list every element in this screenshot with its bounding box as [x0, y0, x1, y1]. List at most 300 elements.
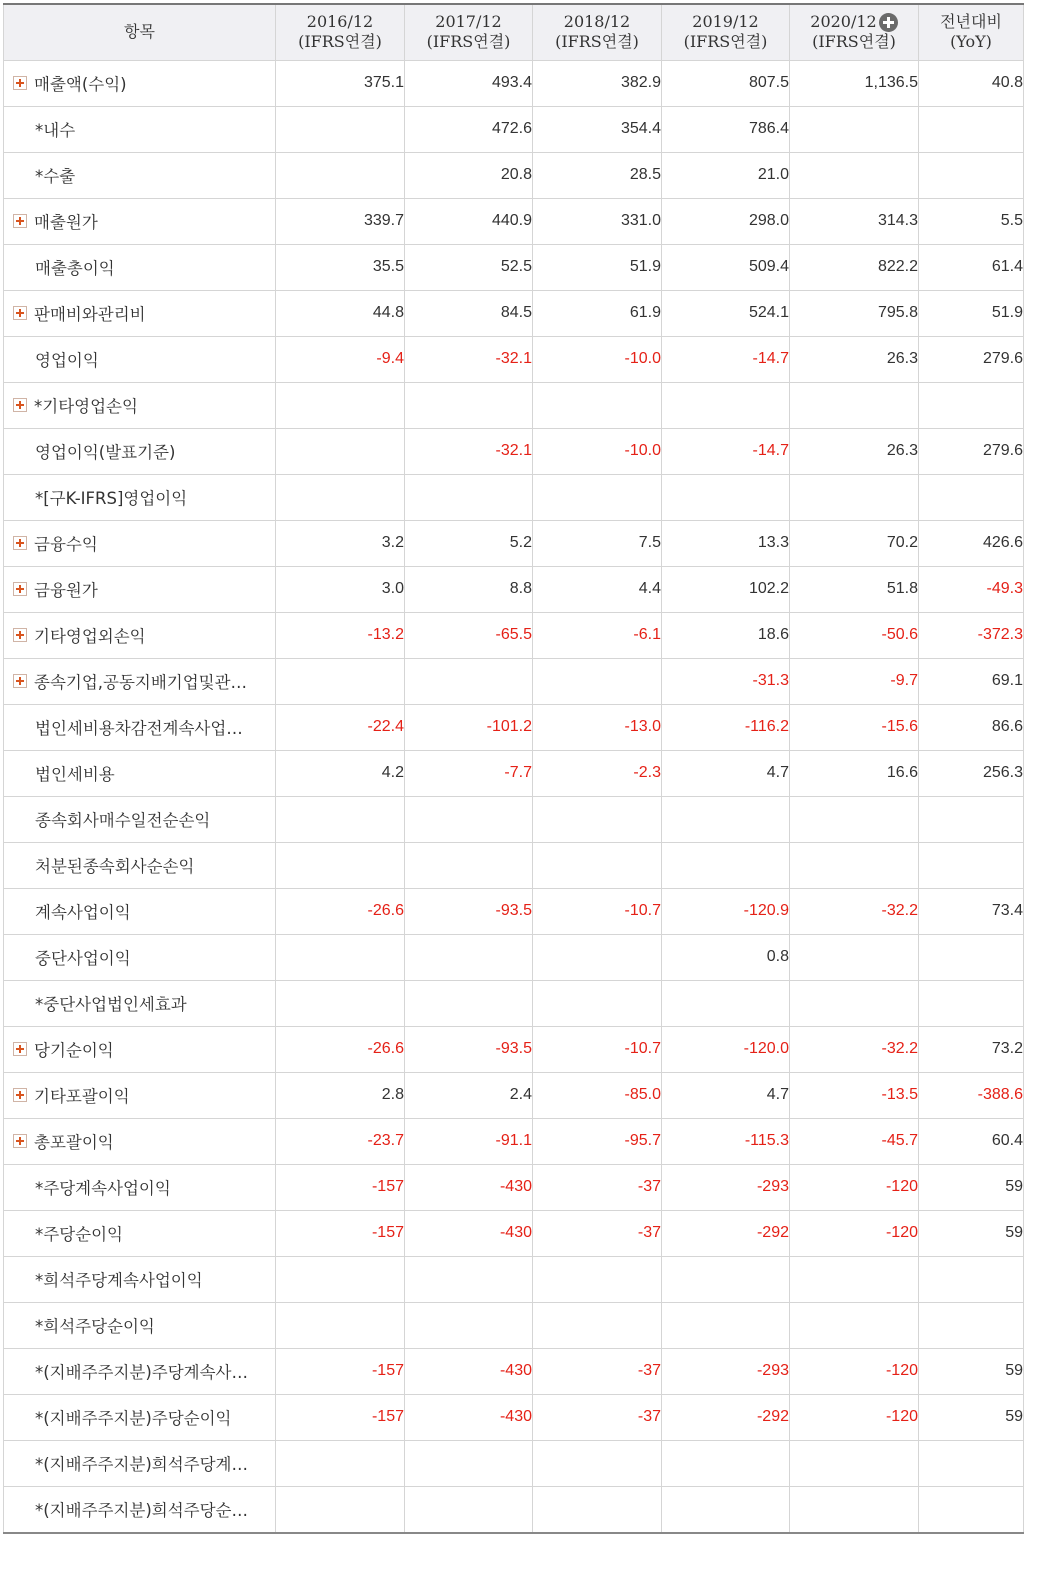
row-label: 매출원가: [34, 213, 98, 232]
value-cell: -14.7: [662, 336, 790, 382]
value-cell: -10.0: [533, 428, 662, 474]
row-label-cell[interactable]: [4, 1026, 276, 1072]
value-cell: 84.5: [405, 290, 533, 336]
value-cell: 807.5: [662, 60, 790, 106]
row-label-cell[interactable]: [4, 1072, 276, 1118]
row-label: 금융수익: [34, 535, 98, 554]
value-cell: [533, 1440, 662, 1486]
row-label: 기타포괄이익: [34, 1087, 130, 1106]
header-yoy-sub: (YoY): [950, 32, 992, 52]
value-cell: [533, 934, 662, 980]
expand-plus-icon[interactable]: [13, 1134, 27, 1148]
row-label-cell[interactable]: [4, 566, 276, 612]
value-cell: [405, 1486, 533, 1533]
value-cell: [790, 152, 919, 198]
table-row: [4, 1118, 1024, 1164]
value-cell: [533, 796, 662, 842]
table-row: [4, 244, 1024, 290]
value-cell: -292: [662, 1394, 790, 1440]
table-row: [4, 290, 1024, 336]
table-row: [4, 888, 1024, 934]
value-cell: -10.7: [533, 1026, 662, 1072]
value-cell: -120: [790, 1348, 919, 1394]
expand-plus-icon[interactable]: [13, 398, 27, 412]
row-label: 매출총이익: [35, 259, 115, 278]
row-label-cell[interactable]: [4, 520, 276, 566]
header-basis: (IFRS연결): [555, 32, 639, 52]
value-cell: 279.6: [919, 428, 1024, 474]
row-label: 매출액(수익): [34, 75, 127, 94]
expand-columns-icon[interactable]: [879, 13, 898, 32]
value-cell: -37: [533, 1210, 662, 1256]
row-label-cell: [4, 1256, 276, 1302]
value-cell: 69.1: [919, 658, 1024, 704]
value-cell: 354.4: [533, 106, 662, 152]
row-label-cell: [4, 152, 276, 198]
value-cell: [405, 934, 533, 980]
value-cell: [533, 382, 662, 428]
expand-plus-icon[interactable]: [13, 306, 27, 320]
value-cell: [662, 796, 790, 842]
value-cell: [276, 152, 405, 198]
value-cell: [790, 1302, 919, 1348]
header-basis: (IFRS연결): [683, 32, 768, 52]
value-cell: -7.7: [405, 750, 533, 796]
value-cell: 493.4: [405, 60, 533, 106]
value-cell: [533, 980, 662, 1026]
row-label-cell: [4, 934, 276, 980]
value-cell: -22.4: [276, 704, 405, 750]
value-cell: -120: [790, 1210, 919, 1256]
value-cell: 26.3: [790, 336, 919, 382]
row-label: 총포괄이익: [34, 1133, 114, 1152]
value-cell: 256.3: [919, 750, 1024, 796]
value-cell: 331.0: [533, 198, 662, 244]
value-cell: 509.4: [662, 244, 790, 290]
row-label-cell: [4, 750, 276, 796]
value-cell: 59: [919, 1348, 1024, 1394]
value-cell: 8.8: [405, 566, 533, 612]
row-label: 계속사업이익: [35, 903, 131, 922]
row-label-cell: [4, 1394, 276, 1440]
row-label-cell: [4, 1486, 276, 1533]
header-row: [4, 4, 1024, 60]
row-label-cell[interactable]: [4, 1118, 276, 1164]
value-cell: 1,136.5: [790, 60, 919, 106]
value-cell: [919, 474, 1024, 520]
table-row: [4, 382, 1024, 428]
value-cell: -293: [662, 1348, 790, 1394]
value-cell: [790, 1486, 919, 1533]
row-label: *주당순이익: [35, 1225, 123, 1244]
value-cell: [790, 474, 919, 520]
value-cell: 4.7: [662, 750, 790, 796]
financial-table: [3, 3, 1024, 1534]
row-label: 판매비와관리비: [34, 305, 146, 324]
value-cell: -430: [405, 1210, 533, 1256]
value-cell: [276, 428, 405, 474]
expand-plus-icon[interactable]: [13, 674, 27, 688]
table-row: [4, 336, 1024, 382]
value-cell: [919, 1256, 1024, 1302]
value-cell: 28.5: [533, 152, 662, 198]
table-row: [4, 1348, 1024, 1394]
row-label-cell[interactable]: [4, 290, 276, 336]
row-label: 중단사업이익: [35, 949, 131, 968]
table-row: [4, 152, 1024, 198]
value-cell: 2.8: [276, 1072, 405, 1118]
value-cell: [790, 382, 919, 428]
value-cell: [919, 1302, 1024, 1348]
value-cell: 60.4: [919, 1118, 1024, 1164]
row-label: *수출: [35, 167, 76, 186]
row-label-cell: [4, 704, 276, 750]
table-row: [4, 520, 1024, 566]
table-body: [4, 60, 1024, 1533]
table-row: [4, 1210, 1024, 1256]
row-label: 처분된종속회사순손익: [35, 857, 195, 876]
value-cell: 298.0: [662, 198, 790, 244]
value-cell: 822.2: [790, 244, 919, 290]
header-col-2016: [276, 4, 405, 60]
value-cell: -430: [405, 1394, 533, 1440]
value-cell: 4.4: [533, 566, 662, 612]
value-cell: [405, 1256, 533, 1302]
value-cell: 3.2: [276, 520, 405, 566]
value-cell: [919, 1440, 1024, 1486]
header-yoy: [919, 4, 1024, 60]
value-cell: -15.6: [790, 704, 919, 750]
value-cell: 16.6: [790, 750, 919, 796]
value-cell: [662, 474, 790, 520]
value-cell: [662, 842, 790, 888]
table-row: [4, 1440, 1024, 1486]
row-label: 법인세비용: [35, 765, 115, 784]
value-cell: -26.6: [276, 888, 405, 934]
row-label: 종속기업,공동지배기업및관…: [34, 673, 248, 692]
value-cell: -32.2: [790, 1026, 919, 1072]
value-cell: 472.6: [405, 106, 533, 152]
value-cell: 59: [919, 1394, 1024, 1440]
row-label: *(지배주주지분)희석주당계…: [35, 1455, 248, 1474]
value-cell: 51.8: [790, 566, 919, 612]
header-item: 항목: [4, 4, 276, 60]
value-cell: -120: [790, 1394, 919, 1440]
table-row: [4, 106, 1024, 152]
value-cell: -292: [662, 1210, 790, 1256]
header-basis: (IFRS연결): [298, 32, 382, 52]
value-cell: [276, 1486, 405, 1533]
value-cell: -10.7: [533, 888, 662, 934]
value-cell: [919, 152, 1024, 198]
value-cell: [405, 980, 533, 1026]
table-row: [4, 842, 1024, 888]
row-label-cell: [4, 980, 276, 1026]
value-cell: 440.9: [405, 198, 533, 244]
value-cell: -13.5: [790, 1072, 919, 1118]
row-label-cell: [4, 106, 276, 152]
value-cell: 102.2: [662, 566, 790, 612]
value-cell: [790, 934, 919, 980]
row-label-cell: [4, 1164, 276, 1210]
table-row: [4, 60, 1024, 106]
expand-plus-icon[interactable]: [13, 1088, 27, 1102]
header-period: 2019/12: [692, 12, 759, 32]
value-cell: -31.3: [662, 658, 790, 704]
table-row: [4, 566, 1024, 612]
row-label: 종속회사매수일전순손익: [35, 811, 211, 830]
value-cell: 3.0: [276, 566, 405, 612]
row-label: *기타영업손익: [34, 397, 138, 416]
row-label-cell: [4, 428, 276, 474]
value-cell: -120: [790, 1164, 919, 1210]
value-cell: 51.9: [919, 290, 1024, 336]
value-cell: -32.2: [790, 888, 919, 934]
value-cell: -388.6: [919, 1072, 1024, 1118]
value-cell: -93.5: [405, 888, 533, 934]
table-row: [4, 658, 1024, 704]
row-label-cell[interactable]: [4, 60, 276, 106]
value-cell: -93.5: [405, 1026, 533, 1072]
header-col-2017: [405, 4, 533, 60]
value-cell: [533, 1302, 662, 1348]
value-cell: -157: [276, 1394, 405, 1440]
row-label: 당기순이익: [34, 1041, 114, 1060]
table-row: [4, 796, 1024, 842]
value-cell: -13.0: [533, 704, 662, 750]
value-cell: [790, 796, 919, 842]
value-cell: -115.3: [662, 1118, 790, 1164]
row-label: *[구K-IFRS]영업이익: [35, 489, 188, 508]
value-cell: -37: [533, 1348, 662, 1394]
value-cell: -91.1: [405, 1118, 533, 1164]
value-cell: -26.6: [276, 1026, 405, 1072]
row-label-cell[interactable]: [4, 198, 276, 244]
row-label: *내수: [35, 121, 76, 140]
value-cell: -65.5: [405, 612, 533, 658]
expand-plus-icon[interactable]: [13, 1042, 27, 1056]
row-label-cell: [4, 336, 276, 382]
table-row: [4, 750, 1024, 796]
value-cell: [533, 474, 662, 520]
value-cell: -32.1: [405, 428, 533, 474]
value-cell: -157: [276, 1210, 405, 1256]
row-label: *중단사업법인세효과: [35, 995, 187, 1014]
value-cell: -430: [405, 1164, 533, 1210]
table-row: [4, 1072, 1024, 1118]
value-cell: 40.8: [919, 60, 1024, 106]
value-cell: [662, 1256, 790, 1302]
table-row: [4, 474, 1024, 520]
header-col-2019: [662, 4, 790, 60]
value-cell: 786.4: [662, 106, 790, 152]
value-cell: 73.4: [919, 888, 1024, 934]
value-cell: 339.7: [276, 198, 405, 244]
value-cell: [919, 796, 1024, 842]
value-cell: -101.2: [405, 704, 533, 750]
value-cell: 70.2: [790, 520, 919, 566]
row-label: *(지배주주지분)희석주당순…: [35, 1501, 248, 1521]
value-cell: 4.2: [276, 750, 405, 796]
row-label-cell[interactable]: [4, 658, 276, 704]
value-cell: [276, 1256, 405, 1302]
row-label-cell: [4, 474, 276, 520]
value-cell: 35.5: [276, 244, 405, 290]
value-cell: -14.7: [662, 428, 790, 474]
value-cell: 0.8: [662, 934, 790, 980]
value-cell: [405, 796, 533, 842]
row-label-cell: [4, 1348, 276, 1394]
value-cell: 795.8: [790, 290, 919, 336]
value-cell: [276, 796, 405, 842]
value-cell: -9.7: [790, 658, 919, 704]
row-label-cell[interactable]: [4, 612, 276, 658]
row-label: 금융원가: [34, 581, 98, 600]
value-cell: [790, 1440, 919, 1486]
table-row: [4, 428, 1024, 474]
value-cell: 18.6: [662, 612, 790, 658]
value-cell: -50.6: [790, 612, 919, 658]
value-cell: [919, 106, 1024, 152]
value-cell: 61.9: [533, 290, 662, 336]
value-cell: 86.6: [919, 704, 1024, 750]
value-cell: [405, 474, 533, 520]
value-cell: [276, 980, 405, 1026]
value-cell: -116.2: [662, 704, 790, 750]
value-cell: 21.0: [662, 152, 790, 198]
value-cell: 5.5: [919, 198, 1024, 244]
row-label-cell: [4, 1210, 276, 1256]
value-cell: 524.1: [662, 290, 790, 336]
value-cell: -32.1: [405, 336, 533, 382]
header-col-2020: [790, 4, 919, 60]
value-cell: [919, 1486, 1024, 1533]
value-cell: -157: [276, 1348, 405, 1394]
value-cell: -45.7: [790, 1118, 919, 1164]
value-cell: -9.4: [276, 336, 405, 382]
value-cell: -430: [405, 1348, 533, 1394]
row-label: *희석주당순이익: [35, 1317, 155, 1336]
value-cell: -372.3: [919, 612, 1024, 658]
value-cell: [276, 658, 405, 704]
value-cell: [919, 842, 1024, 888]
table-row: [4, 1394, 1024, 1440]
value-cell: [790, 1256, 919, 1302]
value-cell: [919, 382, 1024, 428]
value-cell: [662, 1440, 790, 1486]
value-cell: 59: [919, 1210, 1024, 1256]
value-cell: 51.9: [533, 244, 662, 290]
value-cell: 13.3: [662, 520, 790, 566]
value-cell: [405, 658, 533, 704]
header-basis: (IFRS연결): [812, 32, 896, 52]
value-cell: -23.7: [276, 1118, 405, 1164]
value-cell: [790, 842, 919, 888]
row-label: 법인세비용차감전계속사업…: [35, 719, 243, 738]
value-cell: [919, 980, 1024, 1026]
value-cell: -120.0: [662, 1026, 790, 1072]
row-label: 영업이익(발표기준): [35, 443, 176, 462]
table-row: [4, 612, 1024, 658]
expand-plus-icon[interactable]: [13, 582, 27, 596]
value-cell: [790, 980, 919, 1026]
value-cell: -6.1: [533, 612, 662, 658]
value-cell: -37: [533, 1394, 662, 1440]
header-period: 2018/12: [563, 12, 631, 32]
value-cell: -10.0: [533, 336, 662, 382]
value-cell: [919, 934, 1024, 980]
value-cell: [276, 1440, 405, 1486]
row-label-cell: [4, 842, 276, 888]
expand-plus-icon[interactable]: [13, 628, 27, 642]
value-cell: 52.5: [405, 244, 533, 290]
row-label-cell: [4, 888, 276, 934]
value-cell: 26.3: [790, 428, 919, 474]
row-label-cell: [4, 1440, 276, 1486]
value-cell: 314.3: [790, 198, 919, 244]
row-label: 영업이익: [35, 351, 99, 370]
value-cell: 44.8: [276, 290, 405, 336]
expand-plus-icon[interactable]: [13, 214, 27, 228]
row-label-cell: [4, 1302, 276, 1348]
value-cell: -49.3: [919, 566, 1024, 612]
value-cell: 73.2: [919, 1026, 1024, 1072]
value-cell: [276, 842, 405, 888]
row-label: 기타영업외손익: [34, 627, 146, 646]
header-basis: (IFRS연결): [426, 32, 511, 52]
table-row: [4, 1256, 1024, 1302]
value-cell: 61.4: [919, 244, 1024, 290]
value-cell: 382.9: [533, 60, 662, 106]
table-row: [4, 1486, 1024, 1533]
value-cell: 7.5: [533, 520, 662, 566]
value-cell: -37: [533, 1164, 662, 1210]
table-row: [4, 704, 1024, 750]
row-label-cell: [4, 244, 276, 290]
value-cell: -13.2: [276, 612, 405, 658]
value-cell: [533, 658, 662, 704]
value-cell: -85.0: [533, 1072, 662, 1118]
value-cell: [662, 980, 790, 1026]
value-cell: [790, 106, 919, 152]
value-cell: [276, 382, 405, 428]
value-cell: [405, 1302, 533, 1348]
value-cell: -157: [276, 1164, 405, 1210]
value-cell: -120.9: [662, 888, 790, 934]
row-label: *주당계속사업이익: [35, 1179, 171, 1198]
header-period: 2016/12: [306, 12, 374, 32]
row-label-cell[interactable]: [4, 382, 276, 428]
header-period: 2017/12: [435, 12, 502, 32]
value-cell: 59: [919, 1164, 1024, 1210]
value-cell: [533, 1486, 662, 1533]
value-cell: 5.2: [405, 520, 533, 566]
row-label: *(지배주주지분)주당계속사…: [35, 1363, 248, 1382]
expand-plus-icon[interactable]: [13, 536, 27, 550]
row-label-cell: [4, 796, 276, 842]
value-cell: 279.6: [919, 336, 1024, 382]
table-row: [4, 980, 1024, 1026]
table-row: [4, 1302, 1024, 1348]
value-cell: 4.7: [662, 1072, 790, 1118]
value-cell: [533, 1256, 662, 1302]
table-row: [4, 1164, 1024, 1210]
expand-plus-icon[interactable]: [13, 76, 27, 90]
header-col-2018: [533, 4, 662, 60]
table-row: [4, 1026, 1024, 1072]
value-cell: [405, 842, 533, 888]
value-cell: 375.1: [276, 60, 405, 106]
